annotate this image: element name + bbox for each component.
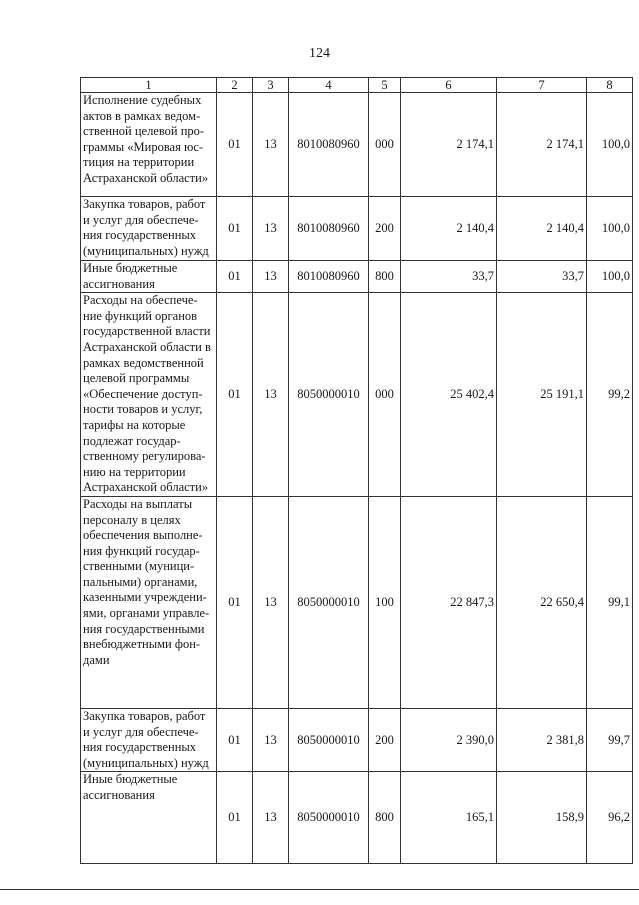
cell-expense-type: 200 bbox=[369, 708, 401, 771]
cell-target-code: 8050000010 bbox=[289, 293, 369, 497]
header-cell: 2 bbox=[217, 78, 253, 93]
cell-executed: 33,7 bbox=[497, 261, 587, 293]
cell-section: 01 bbox=[217, 293, 253, 497]
cell-subsection: 13 bbox=[253, 197, 289, 261]
cell-planned: 2 174,1 bbox=[401, 93, 497, 197]
cell-expense-type: 800 bbox=[369, 772, 401, 864]
cell-planned: 2 390,0 bbox=[401, 708, 497, 771]
cell-executed: 158,9 bbox=[497, 772, 587, 864]
cell-target-code: 8050000010 bbox=[289, 708, 369, 771]
cell-planned: 165,1 bbox=[401, 772, 497, 864]
table-row bbox=[81, 772, 633, 864]
header-cell: 6 bbox=[401, 78, 497, 93]
cell-section: 01 bbox=[217, 708, 253, 771]
header-cell: 8 bbox=[587, 78, 633, 93]
cell-percent: 96,2 bbox=[587, 772, 633, 864]
cell-executed: 22 650,4 bbox=[497, 496, 587, 708]
row-name: Иные бюджетные ассигнования bbox=[81, 772, 217, 864]
cell-target-code: 8010080960 bbox=[289, 93, 369, 197]
table-row bbox=[81, 496, 633, 708]
header-cell: 7 bbox=[497, 78, 587, 93]
cell-section: 01 bbox=[217, 93, 253, 197]
cell-target-code: 8010080960 bbox=[289, 261, 369, 293]
cell-executed: 2 140,4 bbox=[497, 197, 587, 261]
cell-executed: 2 174,1 bbox=[497, 93, 587, 197]
cell-subsection: 13 bbox=[253, 772, 289, 864]
cell-section: 01 bbox=[217, 261, 253, 293]
cell-subsection: 13 bbox=[253, 708, 289, 771]
row-name: Закупка товаров, работ и услуг для обеспече- ния государственных (муниципальных) нужд bbox=[81, 197, 217, 261]
cell-subsection: 13 bbox=[253, 496, 289, 708]
cell-expense-type: 200 bbox=[369, 197, 401, 261]
row-name: Расходы на выплаты персоналу в целях обеспечения выполне- ния функций государ- ственными (муници- пальными) органами, казенными учреждени- ями, органами управле- ния государственными внебюджетными фон- дами bbox=[81, 496, 217, 708]
header-cell: 4 bbox=[289, 78, 369, 93]
page-bottom-rule bbox=[0, 889, 639, 890]
row-name: Расходы на обеспече- ние функций органов государственной власти Астраханской области в рамках ведомственной целевой программы «Обеспечение доступ- ности товаров и услуг, тарифы на которые подлежат государ- ственному регулирова- нию на территории Астраханской области» bbox=[81, 293, 217, 497]
cell-target-code: 8050000010 bbox=[289, 496, 369, 708]
cell-executed: 2 381,8 bbox=[497, 708, 587, 771]
row-name: Закупка товаров, работ и услуг для обеспече- ния государственных (муниципальных) нужд bbox=[81, 708, 217, 771]
page-number: 124 bbox=[309, 46, 330, 61]
table-row bbox=[81, 197, 633, 261]
cell-subsection: 13 bbox=[253, 261, 289, 293]
cell-target-code: 8050000010 bbox=[289, 772, 369, 864]
header-cell: 1 bbox=[81, 78, 217, 93]
table-row bbox=[81, 708, 633, 771]
cell-planned: 2 140,4 bbox=[401, 197, 497, 261]
cell-planned: 22 847,3 bbox=[401, 496, 497, 708]
row-name: Иные бюджетные ассигнования bbox=[81, 261, 217, 293]
header-row bbox=[81, 78, 633, 93]
cell-section: 01 bbox=[217, 496, 253, 708]
row-name: Исполнение судебных актов в рамках ведом- ственной целевой про- граммы «Мировая юс- тиция на территории Астраханской области» bbox=[81, 93, 217, 197]
cell-percent: 99,1 bbox=[587, 496, 633, 708]
cell-percent: 100,0 bbox=[587, 197, 633, 261]
cell-subsection: 13 bbox=[253, 93, 289, 197]
table-row bbox=[81, 93, 633, 197]
cell-percent: 99,2 bbox=[587, 293, 633, 497]
budget-table bbox=[80, 77, 633, 864]
cell-target-code: 8010080960 bbox=[289, 197, 369, 261]
cell-percent: 99,7 bbox=[587, 708, 633, 771]
cell-executed: 25 191,1 bbox=[497, 293, 587, 497]
cell-planned: 33,7 bbox=[401, 261, 497, 293]
cell-expense-type: 000 bbox=[369, 93, 401, 197]
cell-planned: 25 402,4 bbox=[401, 293, 497, 497]
header-cell: 3 bbox=[253, 78, 289, 93]
cell-percent: 100,0 bbox=[587, 93, 633, 197]
table-row bbox=[81, 293, 633, 497]
header-cell: 5 bbox=[369, 78, 401, 93]
cell-expense-type: 000 bbox=[369, 293, 401, 497]
cell-expense-type: 800 bbox=[369, 261, 401, 293]
cell-subsection: 13 bbox=[253, 293, 289, 497]
cell-section: 01 bbox=[217, 197, 253, 261]
cell-percent: 100,0 bbox=[587, 261, 633, 293]
cell-expense-type: 100 bbox=[369, 496, 401, 708]
table-row bbox=[81, 261, 633, 293]
cell-section: 01 bbox=[217, 772, 253, 864]
